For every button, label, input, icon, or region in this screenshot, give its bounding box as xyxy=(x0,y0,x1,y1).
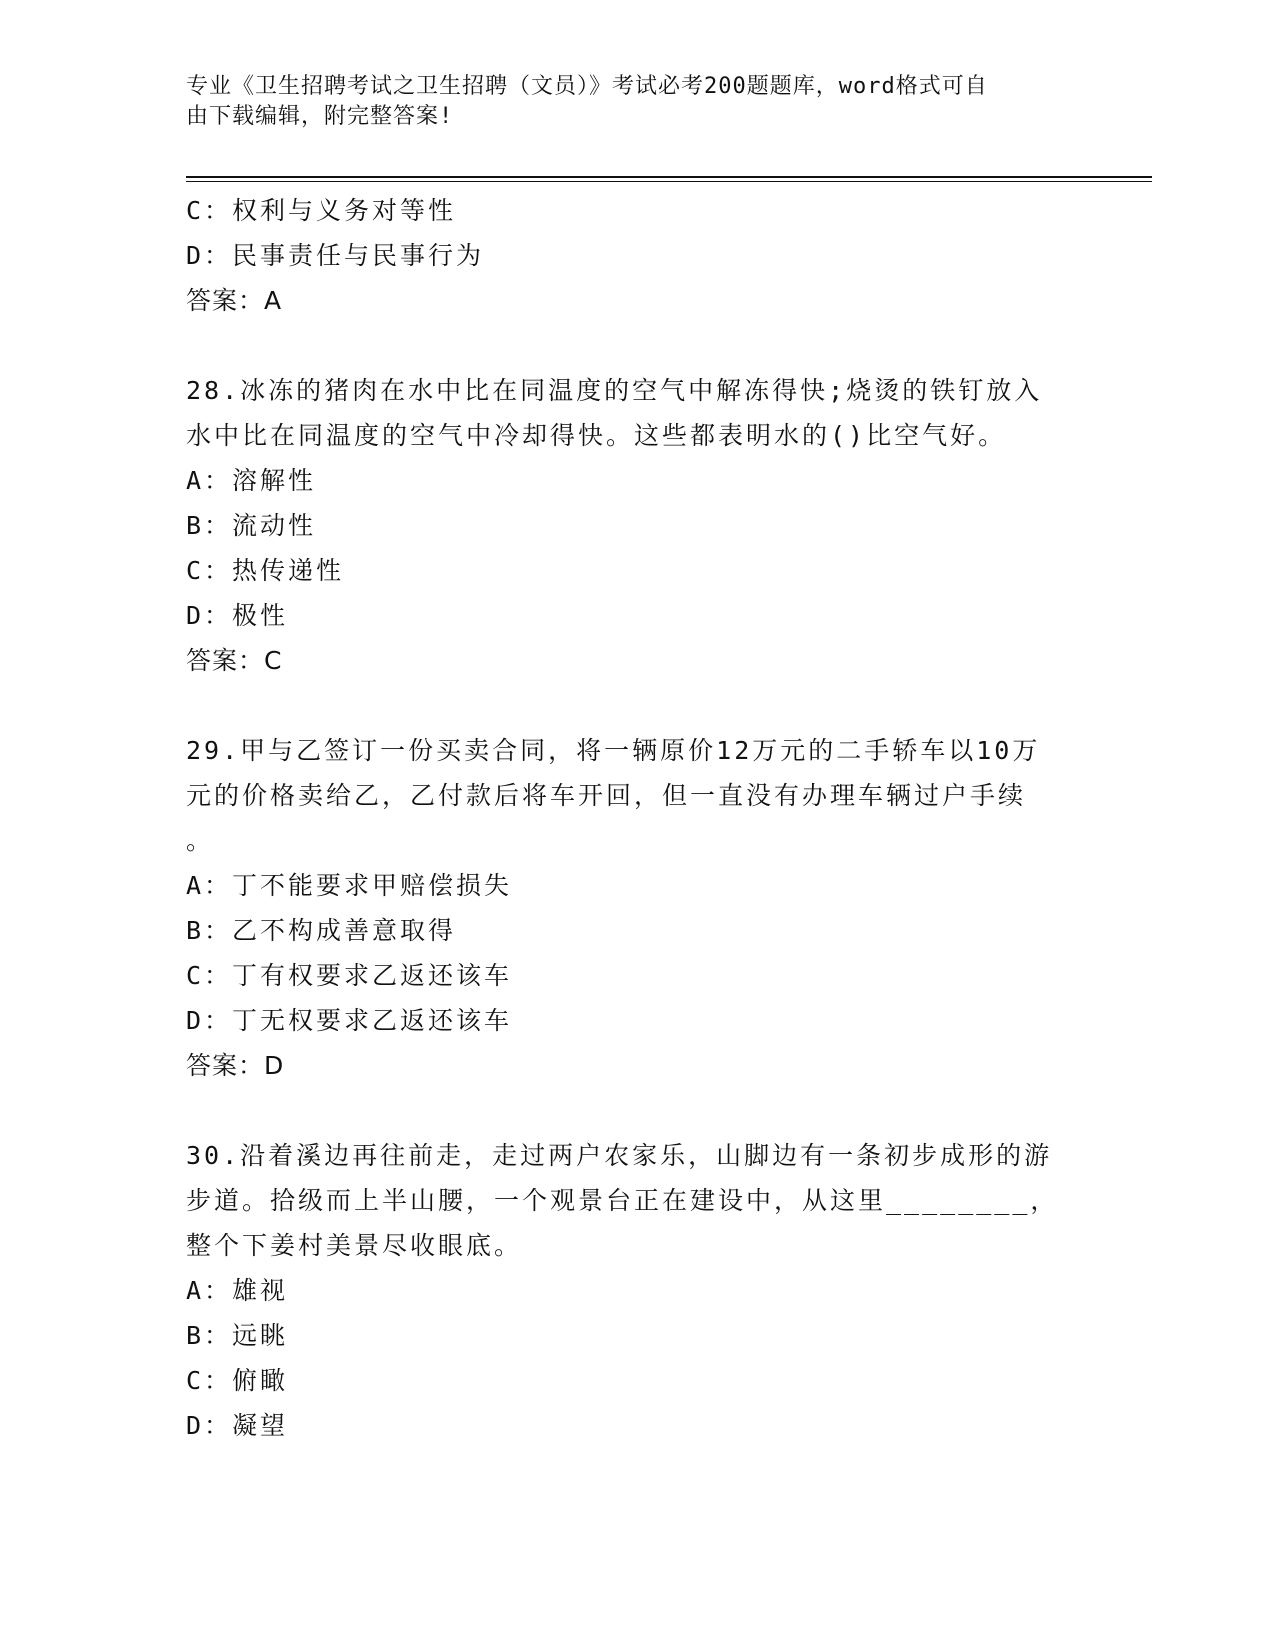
option-c: C：权利与义务对等性 xyxy=(186,196,457,225)
option-d: D：凝望 xyxy=(186,1411,289,1440)
option-d: D：民事责任与民事行为 xyxy=(186,241,485,270)
question-line: 整个下姜村美景尽收眼底。 xyxy=(186,1231,523,1260)
question-line: 。 xyxy=(186,826,215,855)
option-b: B：远眺 xyxy=(186,1321,289,1350)
question-line: 元的价格卖给乙，乙付款后将车开回，但一直没有办理车辆过户手续 xyxy=(186,781,1027,810)
header-line-2: 由下载编辑，附完整答案! xyxy=(186,104,454,129)
question-line: 步道。拾级而上半山腰，一个观景台正在建设中，从这里________， xyxy=(186,1186,1059,1215)
answer-line: 答案：A xyxy=(186,286,283,315)
header-rule-thick xyxy=(186,176,1152,178)
option-b: B：流动性 xyxy=(186,511,317,540)
question-27-tail xyxy=(186,188,1086,323)
question-text xyxy=(186,728,1086,863)
question-29 xyxy=(186,728,1086,1088)
question-text xyxy=(186,1133,1086,1268)
question-text xyxy=(186,368,1086,458)
spacer xyxy=(186,323,1086,368)
spacer xyxy=(186,683,1086,728)
question-30 xyxy=(186,1133,1086,1448)
answer-line: 答案：C xyxy=(186,646,283,675)
option-a: A：溶解性 xyxy=(186,466,317,495)
question-line: 30.沿着溪边再往前走，走过两户农家乐，山脚边有一条初步成形的游 xyxy=(186,1141,1053,1170)
answer-line: 答案：D xyxy=(186,1051,285,1080)
document-body xyxy=(186,188,1086,1448)
question-line: 28.冰冻的猪肉在水中比在同温度的空气中解冻得快;烧烫的铁钉放入 xyxy=(186,376,1043,405)
header-line-1: 专业《卫生招聘考试之卫生招聘（文员）》考试必考200题题库，word格式可自 xyxy=(186,74,988,99)
option-d: D：丁无权要求乙返还该车 xyxy=(186,1006,513,1035)
question-line: 水中比在同温度的空气中冷却得快。这些都表明水的()比空气好。 xyxy=(186,421,1007,450)
option-a: A：丁不能要求甲赔偿损失 xyxy=(186,871,513,900)
option-c: C：热传递性 xyxy=(186,556,345,585)
spacer xyxy=(186,1088,1086,1133)
option-a: A：雄视 xyxy=(186,1276,289,1305)
question-line: 29.甲与乙签订一份买卖合同，将一辆原价12万元的二手轿车以10万 xyxy=(186,736,1041,765)
option-b: B：乙不构成善意取得 xyxy=(186,916,457,945)
document-header xyxy=(186,72,1066,132)
option-c: C：俯瞰 xyxy=(186,1366,289,1395)
header-rule-thin xyxy=(186,181,1152,182)
option-d: D：极性 xyxy=(186,601,289,630)
question-28 xyxy=(186,368,1086,683)
option-c: C：丁有权要求乙返还该车 xyxy=(186,961,513,990)
